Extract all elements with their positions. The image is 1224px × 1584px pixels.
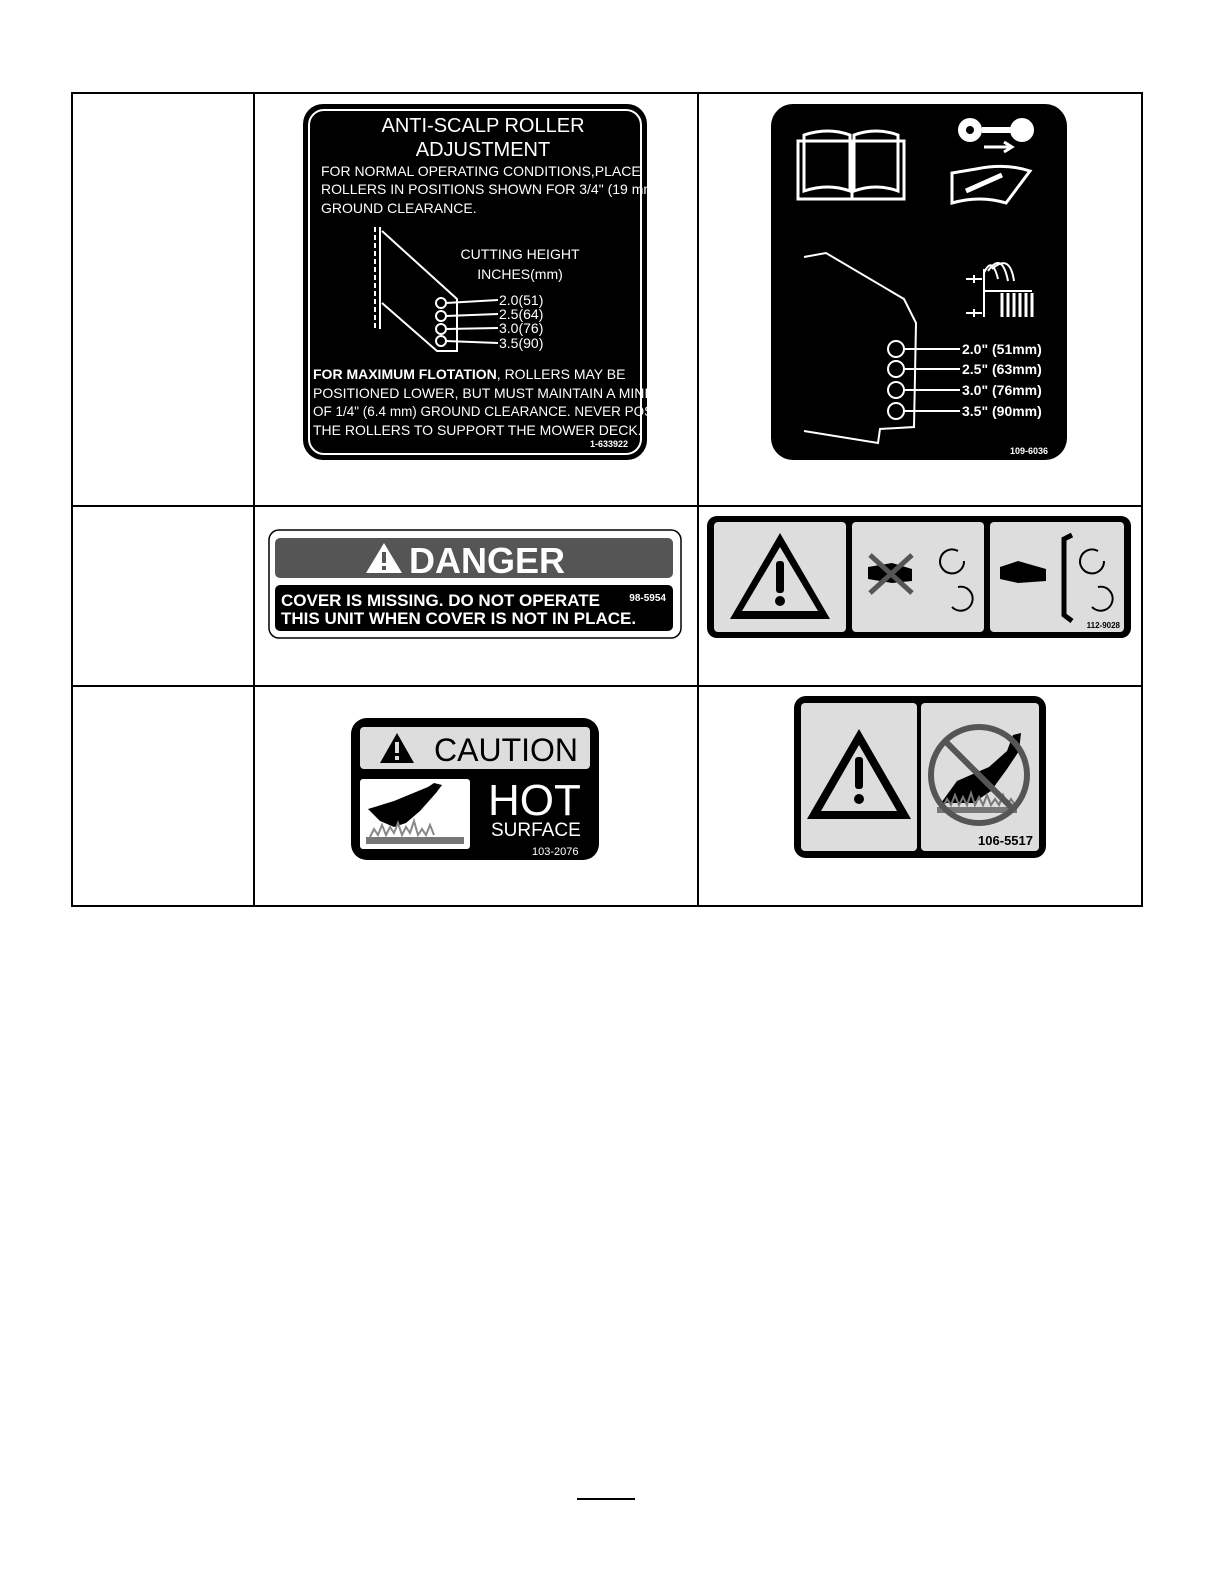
part-number: 103-2076 xyxy=(532,846,579,858)
danger-header: DANGER xyxy=(409,540,566,581)
part-number: 109-6036 xyxy=(1009,446,1048,456)
danger-line1: COVER IS MISSING. DO NOT OPERATE xyxy=(281,591,600,610)
part-number: 106-5517 xyxy=(978,833,1033,848)
column-divider xyxy=(697,94,699,905)
caution-line2: SURFACE xyxy=(491,820,581,841)
anti-scalp-height-2: 2.5(64) xyxy=(499,306,544,322)
cutting-height-line2: INCHES(mm) xyxy=(477,266,563,282)
hand-entanglement-decal xyxy=(706,515,1132,644)
anti-scalp-title-line1: ANTI-SCALP ROLLER xyxy=(381,115,585,137)
anti-scalp-intro-line2: ROLLERS IN POSITIONS SHOWN FOR 3/4" (19 mm) xyxy=(321,181,660,197)
part-number: 112-9028 xyxy=(1086,621,1120,630)
danger-decal xyxy=(268,529,682,644)
flotation-line3: OF 1/4" (6.4 mm) GROUND CLEARANCE. NEVER POSITION xyxy=(313,404,690,419)
column-divider xyxy=(253,94,255,905)
page-number-rule xyxy=(577,1498,635,1500)
height-setting-3: 3.0" (76mm) xyxy=(962,382,1042,398)
row-divider xyxy=(73,505,1141,507)
height-of-cut-decal xyxy=(770,103,1068,466)
flotation-line1: FOR MAXIMUM FLOTATION, ROLLERS MAY BE xyxy=(313,366,626,382)
caution-header: CAUTION xyxy=(434,732,578,768)
hot-surface-symbol-decal xyxy=(793,695,1047,864)
height-setting-4: 3.5" (90mm) xyxy=(962,403,1042,419)
flotation-line2: POSITIONED LOWER, BUT MUST MAINTAIN A MINIMUM xyxy=(313,385,682,401)
part-number: 98-5954 xyxy=(629,593,666,604)
anti-scalp-height-1: 2.0(51) xyxy=(499,292,544,308)
danger-line2: THIS UNIT WHEN COVER IS NOT IN PLACE. xyxy=(281,609,637,628)
height-setting-1: 2.0" (51mm) xyxy=(962,341,1042,357)
part-number: 1-633922 xyxy=(589,439,628,449)
anti-scalp-height-4: 3.5(90) xyxy=(499,335,544,351)
anti-scalp-title-line2: ADJUSTMENT xyxy=(415,139,551,161)
anti-scalp-height-3: 3.0(76) xyxy=(499,320,544,336)
flotation-line4: THE ROLLERS TO SUPPORT THE MOWER DECK. xyxy=(313,422,642,438)
row-divider xyxy=(73,685,1141,687)
cutting-height-line1: CUTTING HEIGHT xyxy=(460,246,580,262)
anti-scalp-intro-line3: GROUND CLEARANCE. xyxy=(321,200,477,216)
anti-scalp-intro-line1: FOR NORMAL OPERATING CONDITIONS,PLACE xyxy=(321,163,641,179)
caution-line1: HOT xyxy=(488,776,581,825)
height-setting-2: 2.5" (63mm) xyxy=(962,361,1042,377)
anti-scalp-roller-decal xyxy=(302,103,690,466)
caution-hot-surface-decal xyxy=(350,717,600,866)
